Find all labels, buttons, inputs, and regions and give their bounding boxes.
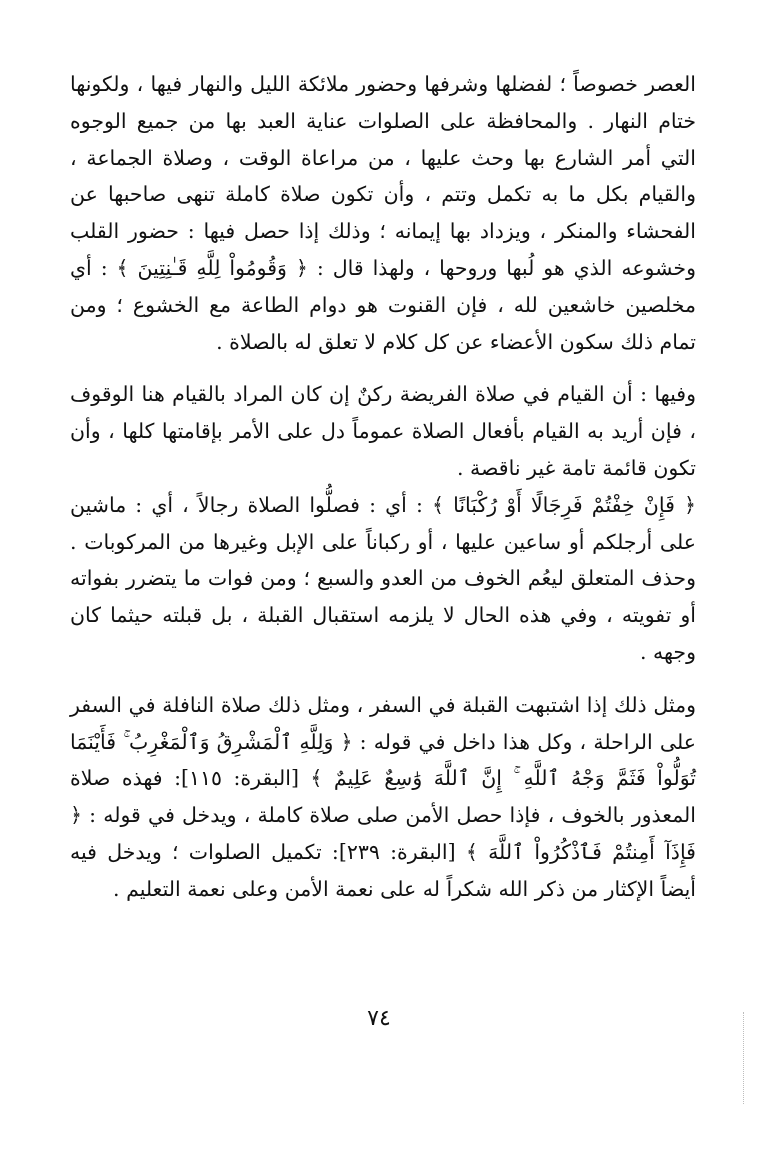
paragraph: وفيها : أن القيام في صلاة الفريضة ركنٌ إن كان المراد بالقيام هنا الوقوف ، فإن أريد به القيام بأفعال الصلاة عموماً دل على الأمر بإقامتها كلها ، وأن تكون قائمة تامة غير ناقصة . [70, 382, 696, 480]
body-text [70, 66, 696, 908]
page-edge-line [743, 1012, 744, 1104]
paragraph: ومثل ذلك إذا اشتبهت القبلة في السفر ، ومثل ذلك صلاة النافلة في السفر على الراحلة ، وكل هذا داخل في قوله : ﴿ وَلِلَّهِ ٱلْمَشْرِقُ وَٱلْمَغْرِبُ ۚ فَأَيْنَمَا تُوَلُّواْ فَثَمَّ وَجْهُ ٱللَّهِ ۚ إِنَّ ٱللَّهَ وَٰسِعٌ عَلِيمٌ ﴾ [البقرة: ١١٥]: فهذه صلاة المعذور بالخوف ، فإذا حصل الأمن صلى صلاة كاملة ، ويدخل في قوله : ﴿ فَإِذَآ أَمِنتُمْ فَٱذْكُرُواْ ٱللَّهَ ﴾ [البقرة: ٢٣٩]: تكميل الصلوات ؛ ويدخل فيه أيضاً الإكثار من ذكر الله شكراً له على نعمة الأمن وعلى نعمة التعليم . [70, 692, 696, 901]
paragraph: ﴿ فَإِنْ خِفْتُمْ فَرِجَالًا أَوْ رُكْبَانًا ﴾ : أي : فصلُّوا الصلاة رجالاً ، أي : ماشين على أرجلكم أو ساعين عليها ، أو ركباناً على الإبل وغيرها من المركوبات . وحذف المتعلق ليعُم الخوف من العدو والسبع ؛ ومن فوات ما يتضرر بفواته أو تفويته ، وفي هذه الحال لا يلزمه استقبال القبلة ، بل قبلته حيثما كان وجهه . [70, 492, 696, 664]
paragraph: العصر خصوصاً ؛ لفضلها وشرفها وحضور ملائكة الليل والنهار فيها ، ولكونها ختام النهار . والمحافظة على الصلوات عناية العبد بها من جميع الوجوه التي أمر الشارع بها وحث عليها ، من مراعاة الوقت ، وصلاة الجماعة ، والقيام بكل ما به تكمل وتتم ، وأن تكون صلاة كاملة تنهى صاحبها عن الفحشاء والمنكر ، ويزداد بها إيمانه ؛ وذلك إذا حصل فيها : حضور القلب وخشوعه الذي هو لُبها وروحها ، ولهذا قال : ﴿ وَقُومُواْ لِلَّهِ قَـٰنِتِينَ ﴾ : أي مخلصين خاشعين لله ، فإن القنوت هو دوام الطاعة مع الخشوع ؛ ومن تمام ذلك سكون الأعضاء عن كل كلام لا تعلق له بالصلاة . [70, 72, 696, 354]
page-number: ٧٤ [367, 1006, 391, 1031]
